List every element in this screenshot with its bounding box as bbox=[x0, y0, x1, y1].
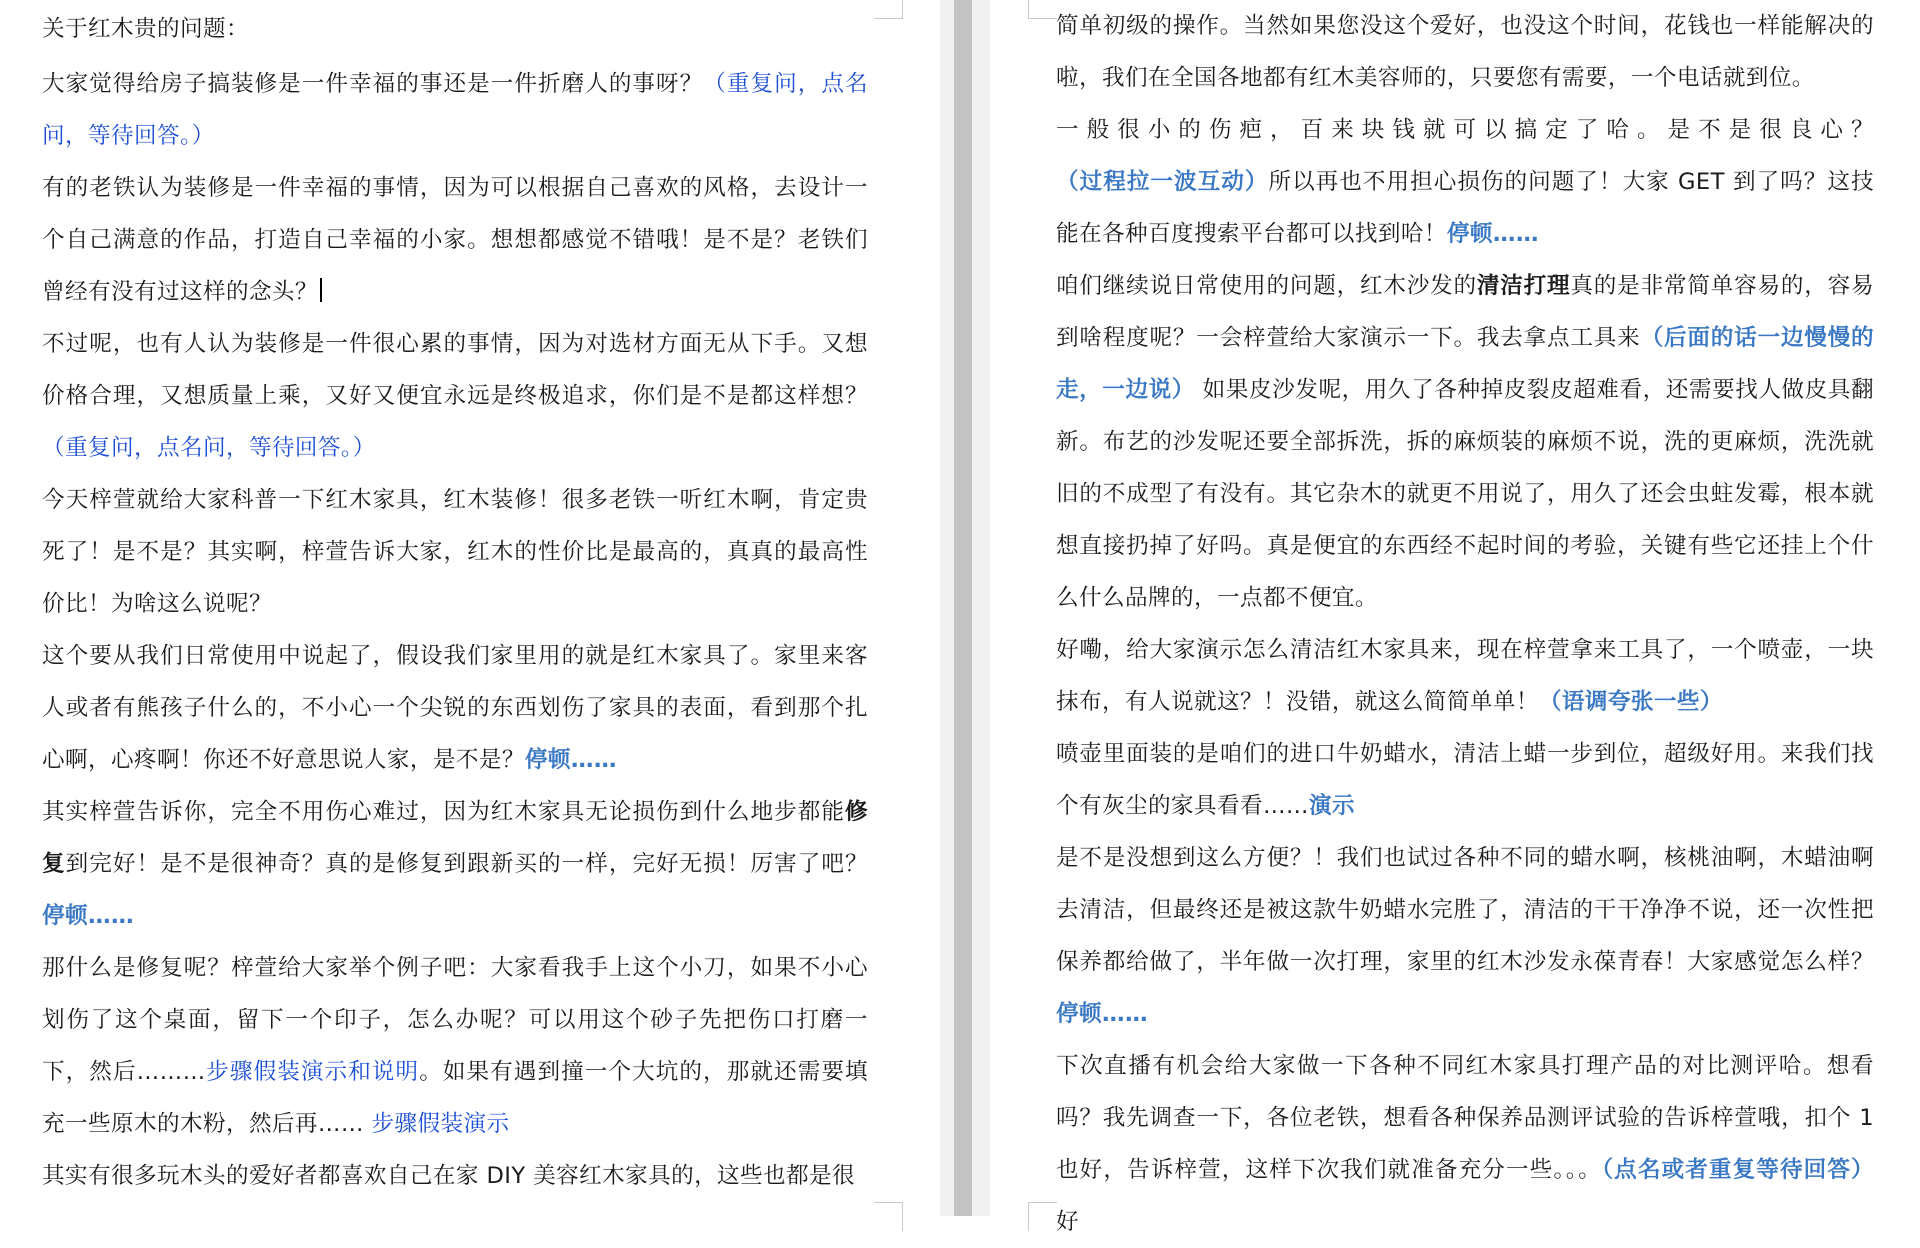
stage-direction-note: 停顿…… bbox=[1446, 221, 1539, 247]
stage-direction-note: 停顿…… bbox=[42, 903, 134, 929]
text-run: 所以再也不用担心损伤的问题了！大家 GET 到了吗？这技能在各种百度搜索平台都可以找到哈！ bbox=[1056, 169, 1874, 247]
paragraph bbox=[1056, 624, 1874, 728]
emphasis-text: 修复 bbox=[42, 799, 868, 877]
text-run: 好嘞，给大家演示怎么清洁红木家具来，现在梓萱拿来工具了，一个喷壶，一块抹布，有人说就这？！没错，就这么简简单单！ bbox=[1056, 637, 1874, 715]
paragraph bbox=[42, 162, 868, 318]
paragraph bbox=[1056, 0, 1874, 104]
paragraph bbox=[42, 318, 868, 474]
stage-direction-note: 演示 bbox=[1308, 793, 1355, 819]
document-page-right bbox=[990, 0, 1920, 1235]
page-gap bbox=[940, 0, 990, 1216]
paragraph bbox=[42, 1150, 868, 1202]
text-cursor bbox=[320, 278, 322, 302]
text-run: 好 bbox=[1056, 1209, 1079, 1235]
stage-direction-note: （过程拉一波互动） bbox=[1056, 169, 1269, 195]
stage-direction-link: （重复问，点名问，等待回答。） bbox=[42, 71, 868, 149]
text-run: 真的是非常简单容易的，容易到啥程度呢？一会梓萱给大家演示一下。我去拿点工具来 bbox=[1056, 273, 1875, 351]
text-run: 到完好！是不是很神奇？真的是修复到跟新买的一样，完好无损！厉害了吧？ bbox=[65, 851, 868, 877]
paragraph bbox=[1056, 260, 1874, 624]
text-run: 咱们继续说日常使用的问题，红木沙发的 bbox=[1056, 273, 1477, 299]
paragraph bbox=[1056, 832, 1874, 1040]
text-run: 下次直播有机会给大家做一下各种不同红木家具打理产品的对比测评哈。想看吗？我先调查一下，各位老铁，想看各种保养品测评试验的告诉梓萱哦，扣个 1 也好，告诉梓萱，这样下次我们就准备充分一些。。。 bbox=[1056, 1053, 1874, 1183]
stage-direction-note: （点名或者重复等待回答） bbox=[1601, 1157, 1875, 1183]
text-run: 其实有很多玩木头的爱好者都喜欢自己在家 DIY 美容红木家具的，这些也都是很 bbox=[42, 1163, 856, 1189]
paragraph bbox=[1056, 104, 1874, 260]
paragraph bbox=[42, 58, 868, 162]
margin-corner-mark bbox=[874, 0, 903, 19]
paragraph bbox=[42, 942, 868, 1150]
text-run: 那什么是修复呢？梓萱给大家举个例子吧：大家看我手上这个小刀，如果不小心划伤了这个桌面，留下一个印子，怎么办呢？可以用这个砂子先把伤口打磨一下，然后……… bbox=[42, 955, 868, 1085]
paragraph bbox=[42, 786, 868, 942]
text-run: 这个要从我们日常使用中说起了，假设我们家里用的就是红木家具了。家里来客人或者有熊孩子什么的，不小心一个尖锐的东西划伤了家具的表面，看到那个扎心啊，心疼啊！你还不好意思说人家，是不是？ bbox=[42, 643, 868, 773]
stage-direction-note: （语调夸张一些） bbox=[1538, 689, 1723, 715]
paragraph bbox=[1056, 728, 1874, 832]
stage-direction-link: （重复问，点名问，等待回答。） bbox=[42, 435, 376, 461]
paragraph bbox=[1056, 1040, 1874, 1248]
text-run: 喷壶里面装的是咱们的进口牛奶蜡水，清洁上蜡一步到位，超级好用。来我们找个有灰尘的家具看看…… bbox=[1056, 741, 1874, 819]
text-run: 是不是没想到这么方便？！我们也试过各种不同的蜡水啊，核桃油啊，木蜡油啊去清洁，但最终还是被这款牛奶蜡水完胜了，清洁的干干净净不说，还一次性把保养都给做了，半年做一次打理，家里的红木沙发永葆青春！大家感觉怎么样？ bbox=[1056, 845, 1874, 975]
page-text-body[interactable] bbox=[42, 0, 868, 1202]
text-run: 有的老铁认为装修是一件幸福的事情，因为可以根据自己喜欢的风格，去设计一个自己满意的作品，打造自己幸福的小家。想想都感觉不错哦！是不是？老铁们曾经有没有过这样的念头？ bbox=[42, 175, 868, 305]
margin-corner-mark bbox=[874, 1202, 903, 1231]
text-run: 不过呢，也有人认为装修是一件很心累的事情，因为对选材方面无从下手。又想价格合理，又想质量上乘，又好又便宜永远是终极追求，你们是不是都这样想？ bbox=[42, 331, 868, 409]
margin-corner-mark bbox=[1028, 0, 1057, 19]
margin-corner-mark bbox=[1028, 1202, 1057, 1231]
document-page-left bbox=[0, 0, 940, 1216]
paragraph bbox=[42, 474, 868, 630]
text-run: 如果皮沙发呢，用久了各种掉皮裂皮超难看，还需要找人做皮具翻新。布艺的沙发呢还要全部拆洗，拆的麻烦装的麻烦不说，洗的更麻烦，洗洗就旧的不成型了有没有。其它杂木的就更不用说了，用久了还会虫蛀发霉，根本就想直接扔掉了好吗。真是便宜的东西经不起时间的考验，关键有些它还挂上个什么什么品牌的，一点都不便宜。 bbox=[1056, 377, 1874, 611]
text-run: 简单初级的操作。当然如果您没这个爱好，也没这个时间，花钱也一样能解决的啦，我们在全国各地都有红木美容师的，只要您有需要，一个电话就到位。 bbox=[1056, 13, 1874, 91]
paragraph bbox=[42, 630, 868, 786]
text-run: 大家觉得给房子搞装修是一件幸福的事还是一件折磨人的事呀？ bbox=[42, 71, 704, 97]
page-text-body[interactable] bbox=[1056, 0, 1874, 1248]
section-title: 关于红木贵的问题： bbox=[42, 16, 249, 42]
text-run: 其实梓萱告诉你，完全不用伤心难过，因为红木家具无论损伤到什么地步都能 bbox=[42, 799, 845, 825]
stage-direction-link: 步骤假装演示和说明 bbox=[205, 1059, 420, 1085]
emphasis-text: 清洁打理 bbox=[1476, 273, 1571, 299]
text-run: 一般很小的伤疤，百来块钱就可以搞定了哈。是不是很良心？ bbox=[1056, 117, 1874, 143]
text-run: 今天梓萱就给大家科普一下红木家具，红木装修！很多老铁一听红木啊，肯定贵死了！是不是？其实啊，梓萱告诉大家，红木的性价比是最高的，真真的最高性价比！为啥这么说呢？ bbox=[42, 487, 868, 617]
stage-direction-note: 停顿…… bbox=[1056, 1001, 1148, 1027]
stage-direction-note: 停顿…… bbox=[524, 747, 617, 773]
stage-direction-link: 步骤假装演示 bbox=[363, 1111, 510, 1137]
stage-direction-note: （后面的话一边慢慢的走，一边说） bbox=[1056, 325, 1875, 403]
text-run: 。如果有遇到撞一个大坑的，那就还需要填充一些原木的木粉，然后再…… bbox=[42, 1059, 868, 1137]
